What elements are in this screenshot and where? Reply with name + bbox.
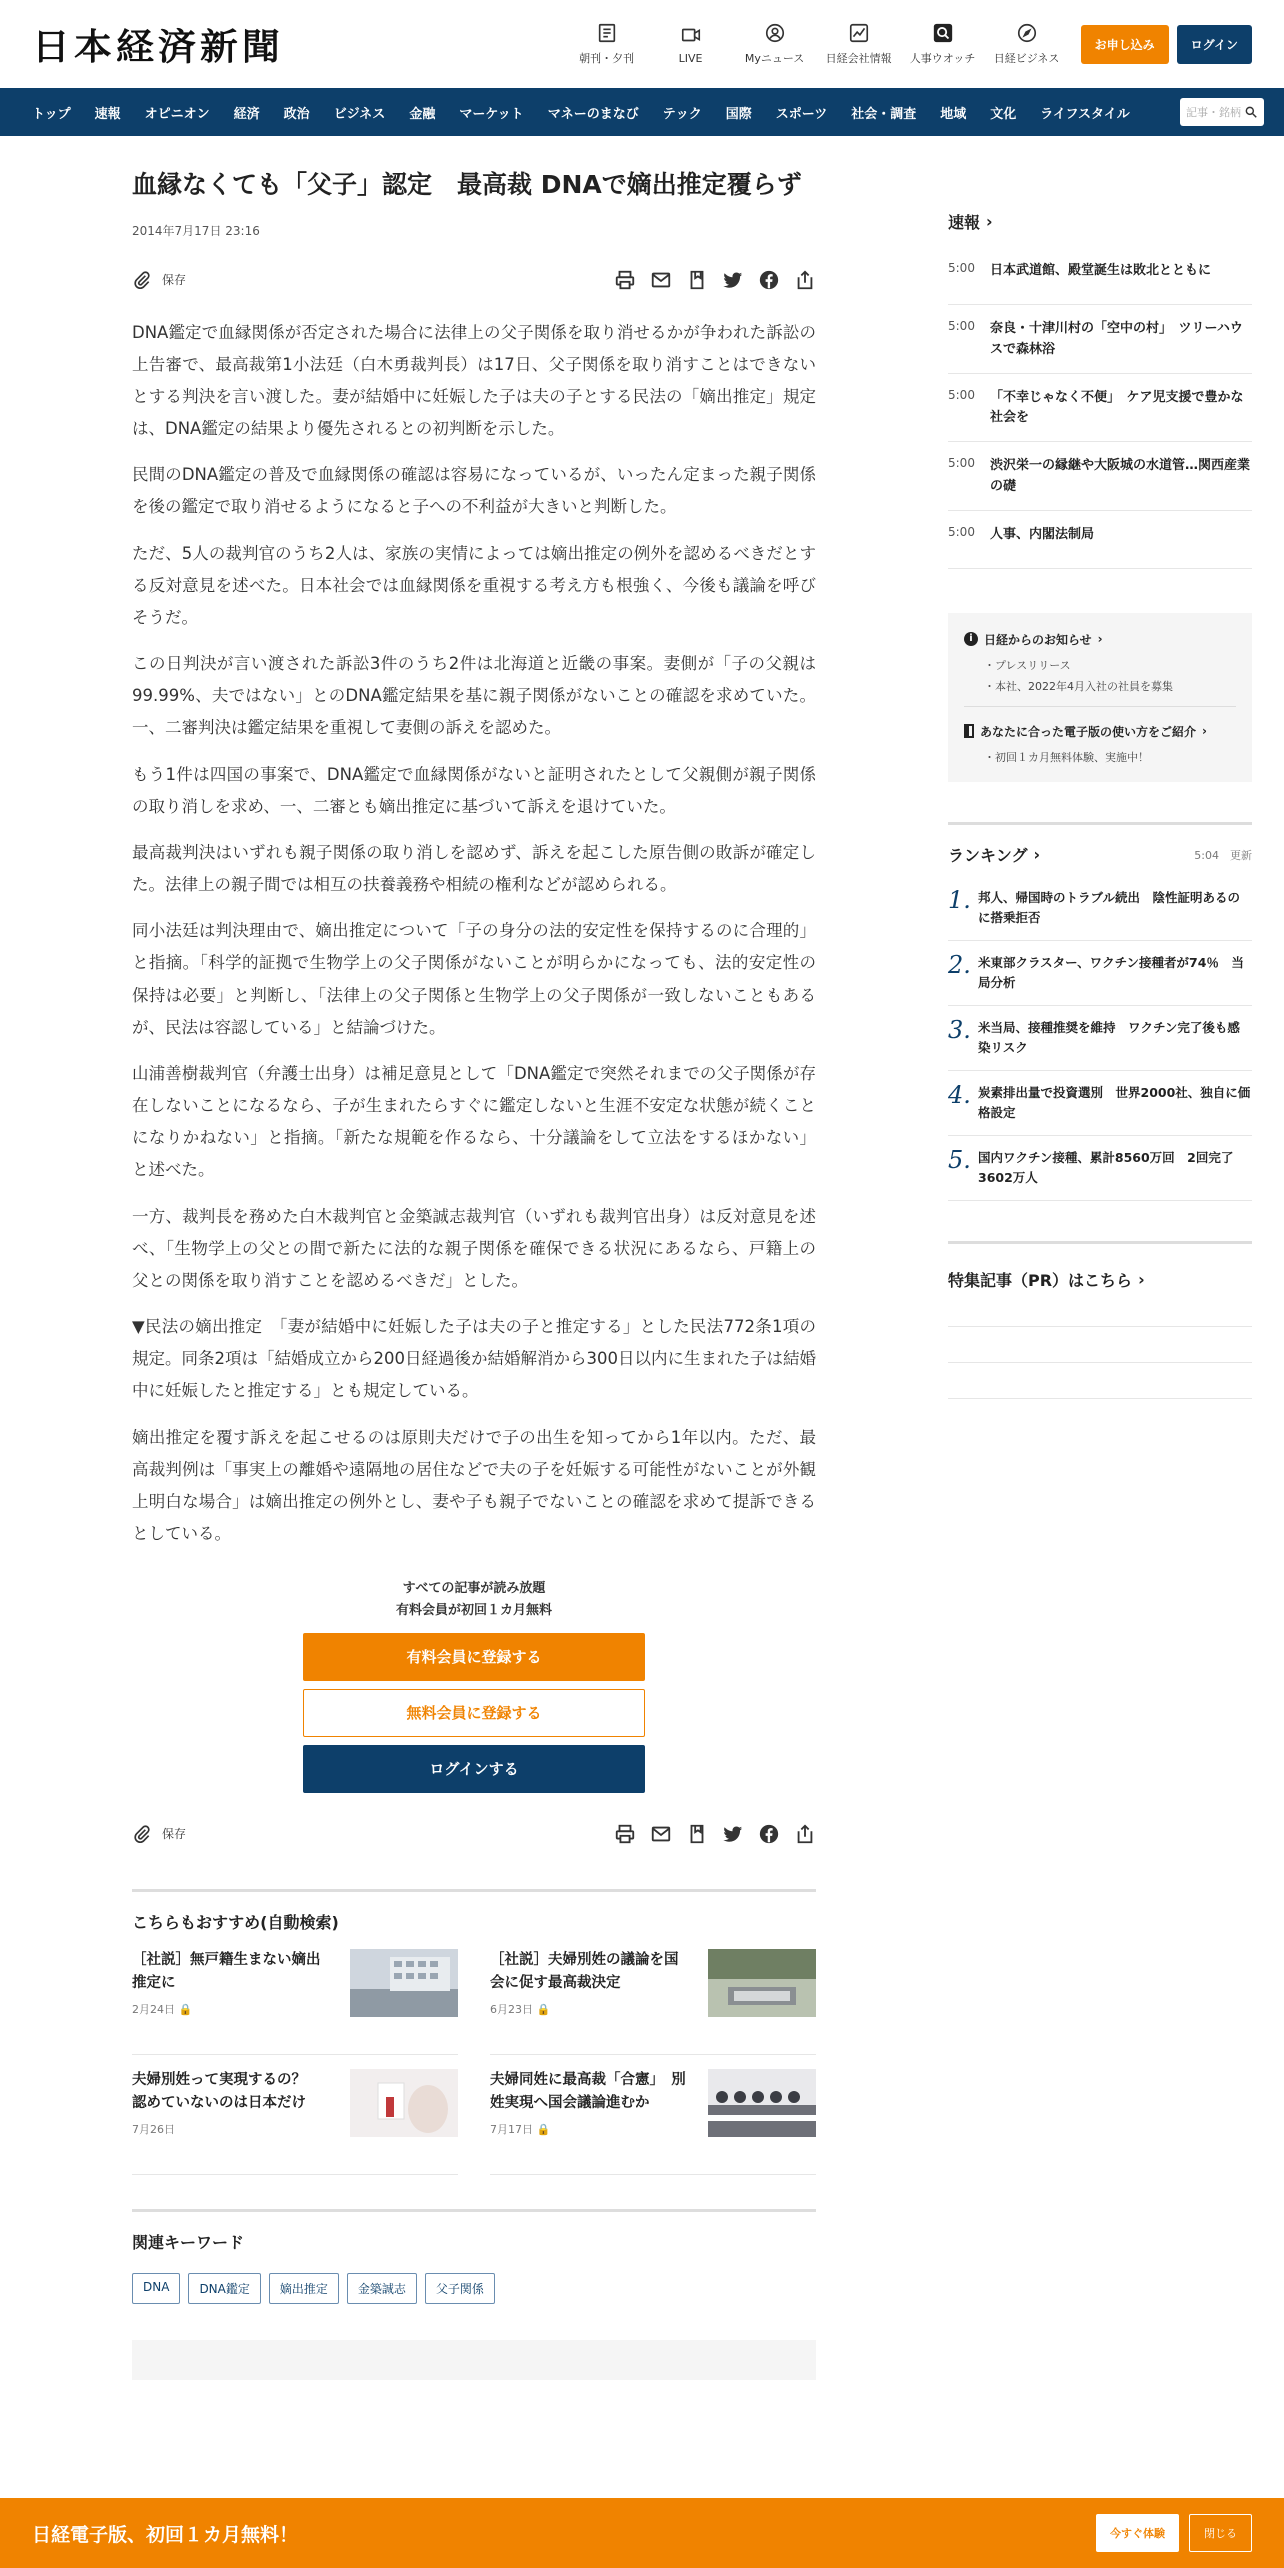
- share-icon[interactable]: [794, 269, 816, 291]
- pr-heading[interactable]: [948, 1268, 1252, 1291]
- paywall: [132, 1578, 816, 1792]
- pr-placeholder-row: [948, 1291, 1252, 1327]
- company-info-link[interactable]: [817, 22, 901, 66]
- ranking-item[interactable]: [948, 941, 1252, 1006]
- ranking-item[interactable]: [948, 876, 1252, 941]
- promo-text: 日経電子版、初回１カ月無料！: [32, 2523, 299, 2546]
- nav-item-international[interactable]: 国際: [725, 106, 752, 122]
- mail-icon[interactable]: [650, 1823, 672, 1845]
- recommended-title[interactable]: ［社説］無戸籍生まない嫡出推定に: [132, 1951, 321, 1991]
- nav-search-input[interactable]: [1180, 98, 1264, 126]
- lock-icon: 🔒: [536, 2122, 551, 2136]
- paperclip-icon: [132, 1824, 152, 1844]
- nav-item-top[interactable]: トップ: [32, 106, 71, 122]
- article-toolbar: [132, 265, 816, 295]
- header-icon-label: 日経ビジネス: [993, 52, 1060, 65]
- news-item[interactable]: [948, 442, 1252, 511]
- book-icon: [964, 724, 974, 738]
- keywords-heading: 関連キーワード: [132, 2232, 245, 2252]
- nav-item-society[interactable]: 社会・調査: [851, 106, 917, 122]
- article-paragraph: 同小法廷は判決理由で、嫡出推定について「子の身分の法的安定性を保持するのに合理的」と指摘。「科学的証拠で生物学上の父子関係がないことが明らかになっても、法的安定性の保持は必要」と判断し、「法律上の父子関係と生物学上の父子関係が一致しないこともあるが、民法は容認している」と結論づけた。: [132, 921, 816, 1037]
- apply-button[interactable]: お申し込み: [1081, 25, 1169, 64]
- user-icon: [764, 22, 786, 44]
- paperclip-icon: [132, 270, 152, 290]
- chevron-right-icon: ›: [1097, 632, 1103, 647]
- ranking-title[interactable]: 米当局、接種推奨を維持 ワクチン完了後も感染リスク: [978, 1020, 1240, 1056]
- main-nav: [0, 88, 1284, 136]
- news-time: 5:00: [948, 524, 975, 539]
- facebook-icon[interactable]: [758, 1823, 780, 1845]
- pr-placeholder-row: [948, 1363, 1252, 1399]
- article-paragraph: 山浦善樹裁判官（弁護士出身）は補足意見として「DNA鑑定で突然それまでの父子関係が存在しないことになるなら、子が生まれたらすぐに鑑定しないと生涯不安定な状態が続くことになりかねない」と指摘。「新たな規範を作るなら、十分議論をして立法をするほかない」と述べた。: [132, 1063, 816, 1180]
- ranking-title[interactable]: 邦人、帰国時のトラブル続出 陰性証明あるのに搭乗拒否: [978, 890, 1241, 926]
- notice-item[interactable]: ・プレスリリース: [984, 658, 1071, 672]
- ad-placeholder: [132, 2340, 816, 2380]
- recommended-title[interactable]: 夫婦同姓に最高裁「合憲」 別姓実現へ国会議論進むか: [490, 2071, 686, 2111]
- related-keywords: [132, 2209, 816, 2304]
- print-icon[interactable]: [614, 1823, 636, 1845]
- recommended-date: 7月17日: [490, 2122, 533, 2136]
- share-icon[interactable]: [794, 1823, 816, 1845]
- article-paragraph: ▼民法の嫡出推定 「妻が結婚中に妊娠した子は夫の子と推定する」とした民法772条1項の規定。同条2項は「結婚成立から200日経過後か結婚解消から300日以内に生まれた子は結婚中に妊娠したと推定する」とも規定している。: [132, 1317, 816, 1401]
- ranking-update-label: 更新: [1230, 848, 1252, 862]
- keyword-tag[interactable]: DNA: [132, 2273, 180, 2304]
- save-label: 保存: [162, 1827, 187, 1842]
- notice-item-label[interactable]: 本社、2022年4月入社の社員を募集: [995, 679, 1173, 693]
- pr-heading-label: 特集記事（PR）はこちら: [948, 1271, 1133, 1291]
- promo-footer-bar: [0, 2498, 1284, 2568]
- ranking-list: [948, 876, 1252, 1201]
- recommended-date: 6月23日: [490, 2002, 533, 2016]
- nav-item-breaking[interactable]: 速報: [94, 106, 121, 122]
- news-time: 5:00: [948, 319, 975, 333]
- keyword-tag[interactable]: 金築誠志: [347, 2273, 417, 2304]
- article-date: 2014年7月17日 23:16: [132, 223, 260, 238]
- search-icon: [932, 22, 954, 44]
- ranking-item[interactable]: [948, 1136, 1252, 1201]
- breaking-news-list: [948, 247, 1252, 569]
- morning-evening-edition-link[interactable]: [565, 22, 649, 66]
- news-title[interactable]: 「不幸じゃなく不便」 ケア児支援で豊かな社会を: [990, 389, 1244, 426]
- personnel-watch-link[interactable]: [901, 22, 985, 66]
- news-item[interactable]: [948, 374, 1252, 443]
- nav-item-region[interactable]: 地域: [940, 106, 967, 122]
- save-button[interactable]: [132, 270, 186, 290]
- ranking-number: 5.: [948, 1146, 971, 1175]
- recommended-title[interactable]: 夫婦別姓って実現するの？ 認めていないのは日本だけ: [132, 2071, 321, 2111]
- divider: [964, 706, 1236, 707]
- article-body: [132, 317, 816, 1551]
- recommended-heading: こちらもおすすめ(自動検索): [132, 1912, 339, 1932]
- notice-box: [948, 613, 1252, 783]
- header-icon-label: 朝刊・夕刊: [579, 52, 635, 65]
- news-title[interactable]: 日本武道館、殿堂誕生は敗北とともに: [990, 263, 1212, 278]
- chevron-right-icon: ›: [986, 212, 993, 231]
- keyword-tag[interactable]: 父子関係: [425, 2273, 495, 2304]
- news-time: 5:00: [948, 387, 975, 402]
- chart-icon: [848, 22, 870, 44]
- nav-item-business[interactable]: ビジネス: [333, 106, 386, 122]
- article-paragraph: この日判決が言い渡された訴訟3件のうち2件は北海道と近畿の事案。妻側が「子の父親は99.99%、夫ではない」とのDNA鑑定結果を基に親子関係がないことの確認を求めていた。一、二審判決は鑑定結果を重視して妻側の訴えを認めた。: [132, 654, 816, 738]
- guide-item-label[interactable]: 初回１カ月無料体験、実施中！: [995, 750, 1149, 764]
- twitter-icon[interactable]: [722, 1823, 744, 1845]
- header-icon-label: Myニュース: [744, 52, 805, 65]
- save-label: 保存: [162, 273, 187, 287]
- share-buttons: [614, 269, 816, 291]
- keyword-list: [132, 2273, 816, 2304]
- facebook-icon[interactable]: [758, 269, 780, 291]
- paywall-headline: すべての記事が読み放題: [402, 1581, 546, 1597]
- ranking-item[interactable]: [948, 1071, 1252, 1136]
- recommended-title[interactable]: ［社説］夫婦別姓の議論を国会に促す最高裁決定: [490, 1951, 679, 1991]
- news-title[interactable]: 渋沢栄一の縁継や大阪城の水道管…関西産業の礎: [990, 458, 1251, 494]
- header-icons: [565, 22, 1252, 66]
- nav-item-culture[interactable]: 文化: [990, 106, 1017, 122]
- news-item[interactable]: [948, 247, 1252, 305]
- ranking-section: [948, 822, 1252, 1201]
- notice-heading-label: 日経からのお知らせ: [984, 632, 1092, 647]
- nav-item-sports[interactable]: スポーツ: [775, 106, 828, 122]
- info-icon: i: [964, 632, 978, 646]
- close-button[interactable]: 閉じる: [1189, 2514, 1252, 2552]
- ranking-title[interactable]: 国内ワクチン接種、累計8560万回 2回完了3602万人: [978, 1150, 1234, 1186]
- try-now-button[interactable]: 今すぐ体験: [1096, 2514, 1179, 2552]
- newspaper-icon: [596, 22, 618, 44]
- keyword-tag[interactable]: 嫡出推定: [269, 2273, 339, 2304]
- recommended-date: 2月24日: [132, 2002, 175, 2016]
- header-icon-label: LIVE: [678, 51, 703, 65]
- ranking-number: 1.: [948, 886, 971, 915]
- ranking-heading[interactable]: [948, 843, 1040, 866]
- twitter-icon[interactable]: [722, 269, 744, 291]
- pr-section: [948, 1241, 1252, 1399]
- site-header: [0, 0, 1284, 88]
- ranking-number: 2.: [948, 951, 971, 980]
- paid-member-register-button[interactable]: 有料会員に登録する: [303, 1633, 645, 1681]
- court-sign-thumbnail[interactable]: [708, 1949, 816, 2017]
- article-title: 血縁なくても「父子」認定 最高裁 DNAで嫡出推定覆らず: [132, 170, 802, 199]
- ranking-update-time: [1194, 847, 1252, 863]
- sidebar: [948, 210, 1252, 1399]
- share-buttons: [614, 1823, 816, 1845]
- article-paragraph: DNA鑑定で血縁関係が否定された場合に法律上の父子関係を取り消せるかが争われた訴訟の上告審で、最高裁第1小法廷（白木勇裁判長）は17日、父子関係を取り消すことはできないとする判決を言い渡した。妻が結婚中に妊娠した子は夫の子とする民法の「嫡出推定」規定は、DNA鑑定の結果より優先されるとの初判断を示した。: [132, 322, 816, 439]
- chevron-right-icon: ›: [1138, 1270, 1145, 1290]
- article-toolbar-bottom: [132, 1819, 816, 1849]
- article-paragraph: 民間のDNA鑑定の普及で血縁関係の確認は容易になっているが、いったん定まった親子関係を後の鑑定で取り消せるようになると子への不利益が大きいと判断した。: [132, 465, 816, 517]
- press-conference-thumbnail[interactable]: [708, 2069, 816, 2137]
- article-paragraph: もう1件は四国の事案で、DNA鑑定で血縁関係がないと証明されたとして父親側が親子関係の取り消しを求め、一、二審とも嫡出推定に基づいて訴えを退けていた。: [132, 764, 816, 816]
- notice-heading[interactable]: [964, 623, 1236, 656]
- ranking-title[interactable]: 米東部クラスター、ワクチン接種者が74％ 当局分析: [978, 955, 1244, 991]
- nav-item-money[interactable]: マネーのまなび: [547, 106, 639, 122]
- nav-item-tech[interactable]: テック: [662, 106, 702, 122]
- nav-item-finance[interactable]: 金融: [409, 106, 436, 122]
- ranking-title[interactable]: 炭素排出量で投資選別 世界2000社、独自に価格設定: [978, 1085, 1251, 1121]
- ranking-number: 4.: [948, 1081, 971, 1110]
- nav-item-market[interactable]: マーケット: [459, 106, 524, 122]
- header-icon-label: 人事ウオッチ: [909, 52, 976, 65]
- breaking-news-heading[interactable]: [948, 210, 1252, 233]
- chevron-right-icon: ›: [1202, 724, 1207, 739]
- ranking-header: [948, 843, 1252, 866]
- live-link[interactable]: [649, 24, 733, 65]
- chevron-right-icon: ›: [1033, 845, 1041, 865]
- nav-item-economy[interactable]: 経済: [233, 106, 260, 122]
- guide-heading[interactable]: [964, 715, 1236, 748]
- news-item[interactable]: [948, 511, 1252, 569]
- video-icon: [680, 24, 702, 46]
- recommended-section: [132, 1889, 816, 2189]
- note-icon[interactable]: [686, 269, 708, 291]
- building-thumbnail[interactable]: [350, 1949, 458, 2017]
- guide-heading-label: あなたに合った電子版の使い方をご紹介: [980, 724, 1197, 739]
- article-main: [132, 166, 816, 2380]
- free-member-register-button[interactable]: 無料会員に登録する: [303, 1689, 645, 1737]
- recommended-card[interactable]: [132, 1949, 458, 2055]
- article-paragraph: 最高裁判決はいずれも親子関係の取り消しを認めず、訴えを起こした原告側の敗訴が確定した。法律上の親子間では相互の扶養義務や相続の権利などが認められる。: [132, 842, 816, 895]
- note-icon[interactable]: [686, 1823, 708, 1845]
- print-icon[interactable]: [614, 269, 636, 291]
- recommended-card[interactable]: [132, 2069, 458, 2175]
- nikkei-business-link[interactable]: [985, 22, 1069, 66]
- news-time: 5:00: [948, 261, 975, 275]
- breaking-news-heading-label: 速報: [948, 213, 981, 232]
- document-thumbnail[interactable]: [350, 2069, 458, 2137]
- paywall-login-button[interactable]: ログインする: [303, 1745, 645, 1793]
- article-paragraph: 嫡出推定を覆す訴えを起こせるのは原則夫だけで子の出生を知ってから1年以内。ただ、最高裁判例は「事実上の離婚や遠隔地の居住などで夫の子を妊娠する可能性がないことが外観上明白な場合」は嫡出推定の例外とし、妻や子も親子でないことの確認を求めて提訴できるとしている。: [132, 1427, 816, 1544]
- ranking-heading-label: ランキング: [948, 846, 1028, 866]
- guide-item[interactable]: ・初回１カ月無料体験、実施中！: [984, 750, 1149, 764]
- pr-placeholder-row: [948, 1327, 1252, 1363]
- news-time: 5:00: [948, 456, 975, 471]
- nav-item-lifestyle[interactable]: ライフスタイル: [1040, 106, 1130, 122]
- article-paragraph: ただ、5人の裁判官のうち2人は、家族の実情によっては嫡出推定の例外を認めるべきだとする反対意見を述べた。日本社会では血縁関係を重視する考え方も根強く、今後も議論を呼びそうだ。: [132, 543, 816, 627]
- my-news-link[interactable]: [733, 22, 817, 66]
- mail-icon[interactable]: [650, 269, 672, 291]
- notice-item[interactable]: ・本社、2022年4月入社の社員を募集: [984, 679, 1173, 693]
- header-icon-label: 日経会社情報: [825, 52, 892, 65]
- news-item[interactable]: [948, 305, 1252, 374]
- recommended-card[interactable]: [490, 2069, 816, 2175]
- paywall-subline: 有料会員が初回１カ月無料: [395, 1603, 552, 1619]
- news-title[interactable]: 人事、内閣法制局: [990, 526, 1095, 542]
- news-title[interactable]: 奈良・十津川村の「空中の村」 ツリーハウスで森林浴: [990, 321, 1243, 357]
- site-logo[interactable]: 日本経済新聞: [32, 25, 285, 68]
- recommended-grid: [132, 1949, 816, 2189]
- article-paragraph: 一方、裁判長を務めた白木裁判官と金築誠志裁判官（いずれも裁判官出身）は反対意見を述べ、「生物学上の父との間で新たに法的な親子関係を確保できる状況にあるなら、戸籍上の父との関係を取り消すことを認めるべきだ」とした。: [132, 1206, 816, 1290]
- login-button[interactable]: ログイン: [1177, 25, 1252, 64]
- compass-icon: [1016, 22, 1038, 44]
- search-icon[interactable]: [1244, 105, 1258, 119]
- lock-icon: 🔒: [536, 2002, 551, 2016]
- keyword-tag[interactable]: DNA鑑定: [188, 2273, 260, 2304]
- notice-item-label[interactable]: プレスリリース: [995, 658, 1071, 672]
- recommended-date: 7月26日: [132, 2122, 175, 2136]
- lock-icon: 🔒: [178, 2002, 193, 2016]
- ranking-number: 3.: [948, 1016, 971, 1045]
- nav-item-politics[interactable]: 政治: [283, 106, 310, 122]
- ranking-time: 5:04: [1194, 848, 1219, 862]
- save-button[interactable]: [132, 1824, 186, 1844]
- nav-item-opinion[interactable]: オピニオン: [144, 106, 210, 122]
- ranking-item[interactable]: [948, 1006, 1252, 1071]
- recommended-card[interactable]: [490, 1949, 816, 2055]
- search-placeholder: 記事・銘柄: [1186, 106, 1241, 119]
